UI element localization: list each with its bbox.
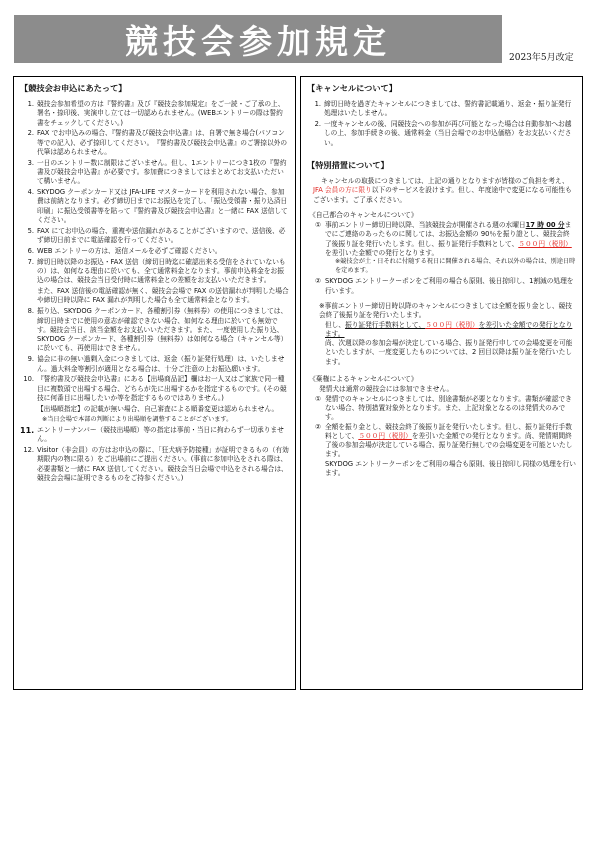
list-item-text: 一日のエントリー数に制限はございません。但し、1エントリーにつき1枚の『誓約書及び競技会申込書』が必要です。参加費につきましてはまとめてお支払いただいて構いません。 (37, 158, 287, 186)
list-item-text: FAX でお申込みの場合、『誓約書及び競技会申込書』は、自署で無き場合(パソコン等での記入)、必ず捺印してください。 『誓約書及び競技会申込書』のご署捺以外の代筆は認められません。 (37, 129, 288, 156)
list-item-text: SKYDOG クーポンカード又は JFA-LIFE マスターカードを利用されない場合、参加費は前納となります。必ず締切日までにお振込を完了し、「振込受領書・振り込済日印刷」に振込受領書等を貼って『誓約書及び競技会申込書』と一緒に FAX 送信してください。 (37, 188, 288, 225)
self-cancel-heading: 《自己都合のキャンセルについて》 (309, 210, 418, 219)
special-heading: 【特別措置について】 (307, 159, 389, 170)
list-item (20, 159, 289, 187)
list-item (20, 405, 289, 414)
list-item (20, 426, 289, 445)
list-item-number: 1. (27, 100, 34, 108)
list-item-number (20, 405, 37, 414)
list-item-number: 7. (27, 257, 34, 266)
list-item-text: 『誓約書及び競技会申込書』にある【出場商品記】欄はお一人又はご家族で同一種目に複数頭で出場する場合、どちらが先に出場するかを指定するものです。(その競技に何番目に出場したいか等を指定するものではありません。) (37, 375, 287, 402)
loss-item-1: ① 発情でのキャンセルにつきましては、別途書類が必要となります。書類が確認できない場合、特別措置対象外となります。また、上記対象となるのは発情犬のみです。 (315, 394, 572, 422)
list-item-number: 10. (23, 375, 34, 384)
list-item (20, 287, 289, 306)
list-item-text: 協会に非の無い過剰入金につきましては、返金（振り証発行処理）は、いたしません。過大料金等割引が適用となる場合は、十分ご注意の上お振込願います。 (37, 355, 285, 373)
list-item: 1. 締切日時を過ぎたキャンセルにつきましては、誓約書記載通り、返金・振り証発行処理はいたしません。 (314, 100, 572, 118)
loss-item-3: SKYDOG エントリークーポンをご利用の場合も原則、後日掠印し同様の処理を行います。 (325, 459, 576, 477)
cancel-rules-box (300, 76, 583, 690)
self-cancel-note: ※競技会が土・日それに付随する祝日に開催される場合、それ以外の場合は、別途日時を定めます。 (335, 258, 576, 274)
loss-intro: 発情犬は通常の競技会には参加できません。 (319, 385, 454, 394)
cancel-heading: 【キャンセルについて】 (307, 83, 397, 93)
list-item-number: 9. (27, 355, 34, 364)
list-item: 2. 一度キャンセルの後、同競技会への参加が再び可能となった場合は自動参加へお越しの上、参加手続きの後、通常料金（当日会場でのお申込価格）をお支払いください。 (314, 120, 572, 147)
list-item (20, 100, 289, 128)
self-cancel-item-2: ② SKYDOG エントリークーポンをご利用の場合も原則、後日掠印し、1割減の処理を行います。 (315, 277, 574, 295)
list-item-number: 11. (20, 426, 35, 435)
page-title: 競技会参加規定 (125, 21, 391, 61)
list-item-number: 5. (27, 226, 34, 235)
after-deadline-3: 尚、次週以降の参加会場が決定している場合、振り証発行申しての会場変更を可能といたしますが、一度変更したものについては、2 回目以降は振り証を発行いたします。 (325, 339, 573, 366)
after-deadline-2: 但し、振り証発行手数料として、５００円（税別）を差引いた金額での発行となります。 (325, 320, 573, 338)
list-item-text: WEB エントリーの方は、返信メールを必ずご確認ください。 (37, 246, 222, 255)
list-item-text: 振り込、SKYDOG クーポンカード、各種割引券（無料券）の使用につきましては、締切日時までに使用の意志が確認できない場合、如何なる理由に於いても無効です。競技会当日、該当金額をお支払いいただきます。また、一度使用した振り込、SKYDOG クーポンカード、各種割引券（無料券）は如何なる場合（キャンセル等）に於いても、再使用はできません。 (37, 307, 288, 353)
list-item (20, 129, 289, 157)
list-item (20, 258, 289, 286)
entry-rules-list (20, 100, 289, 483)
list-item (20, 227, 289, 246)
entry-rules-box (13, 76, 296, 690)
list-item-text: 【出場順指定】の記載が無い場合、自己審査による順番変更は認められません。 (37, 404, 279, 413)
cancel-list (307, 100, 576, 148)
list-item-text: また、FAX 送信後の電話確認が無く、競技会会場で FAX の送信漏れが判明した場合や締切日時以降に FAX 漏れが判明した場合も全て通常料金となります。 (37, 287, 289, 305)
list-item-number: 3. (27, 158, 34, 167)
after-deadline-1: ※事前エントリー締切日時以降のキャンセルにつきましては全額を振り金とし、競技会終了後振り証を発行いたします。 (319, 301, 572, 320)
list-item (20, 247, 289, 256)
list-item-number: 6. (27, 246, 34, 255)
list-item-number: 12. (23, 446, 34, 455)
list-item-text: 競技会参加希望の方は『誓約書』及び『競技会参加規定』をご一読・ご了承の上、署名・捺印後、実演申し立ては一切認められません。(WEBエントリーの際は誓約書をチェックしてください。) (37, 100, 285, 127)
list-item (20, 375, 289, 403)
jfa-member-note: JFA 会員の方に限り (313, 186, 372, 195)
title-banner (14, 15, 502, 63)
special-intro: キャンセルの取扱につきましては、上記の通りとなりますが皆様のご負担を考え、JFA 会員の方に限り以下のサービスを設けます。但し、年度途中で変更になる可能性もございます。ご了承ください。 (313, 176, 572, 204)
list-item-text: Visitor（非会員）の方はお申込の際に、「狂犬病予防接種」が証明できるもの（有効期限内の物に限る）をご出場前にご提出ください。(事前に参加申込をされる際は、必要書類と一緒に FAX 送信してください。競技会当日会場で申込をされる場合は、競技会会場に証明できるものをご持参ください。) (37, 446, 289, 482)
list-item (20, 446, 289, 483)
list-item-number (20, 287, 37, 306)
list-item-number: 8. (27, 307, 34, 316)
list-item-number: 4. (27, 188, 34, 197)
list-item (20, 355, 289, 374)
loss-cancel-heading: 《棄権によるキャンセルについて》 (309, 375, 418, 384)
order-adjust-note: ※当日会場で本部の判断により出場順を調整することがございます。 (42, 415, 233, 423)
revision-date: 2023年5月改定 (509, 53, 574, 63)
loss-item-2: ② 全額を振り金とし、競技会終了後振り証を発行いたします。但し、振り証発行手数料として、５００円（税別）を差引いた金額での発行となります。尚、発情期間終了後の参加会場が決定している場合、振り証発行無しでの会場変更を可能といたします。 (315, 422, 573, 459)
entry-rules-heading: 【競技会お申込にあたって】 (20, 83, 127, 93)
list-item-text: FAX にてお申込の場合、重複や送信漏れがあることがございますので、送信後、必ず締切日前までに電話確認を行ってください。 (37, 226, 286, 245)
list-item (20, 188, 289, 225)
self-cancel-item-1: ① 事前エントリー締切日時以降、当該競技会が開催される週の水曜日17 時 00 分までにご連絡のあったものに関しては、お振込金額の 90％を振り證とし、競技会終了後振り証を発行いたします。但し、振り証発行手数料として、５００円（税別）を差引いた金額での発行となります。 (315, 221, 572, 258)
list-item-text: 締切日時以降のお振込・FAX 送信（締切日時迄に確認出来る受信をされていないもの）は、如何なる理由に於いても、全て通常料金となります。事前申込料金をお振込の場合は、競技会当日受付時に通常料金との差額をお支払いいただきます。 (37, 257, 286, 285)
list-item-number: 2. (27, 129, 34, 138)
list-item-text: エントリーナンバー（競技出場順）等の指定は事前・当日に拘わらず一切承りません。 (37, 426, 284, 444)
list-item (20, 307, 289, 353)
